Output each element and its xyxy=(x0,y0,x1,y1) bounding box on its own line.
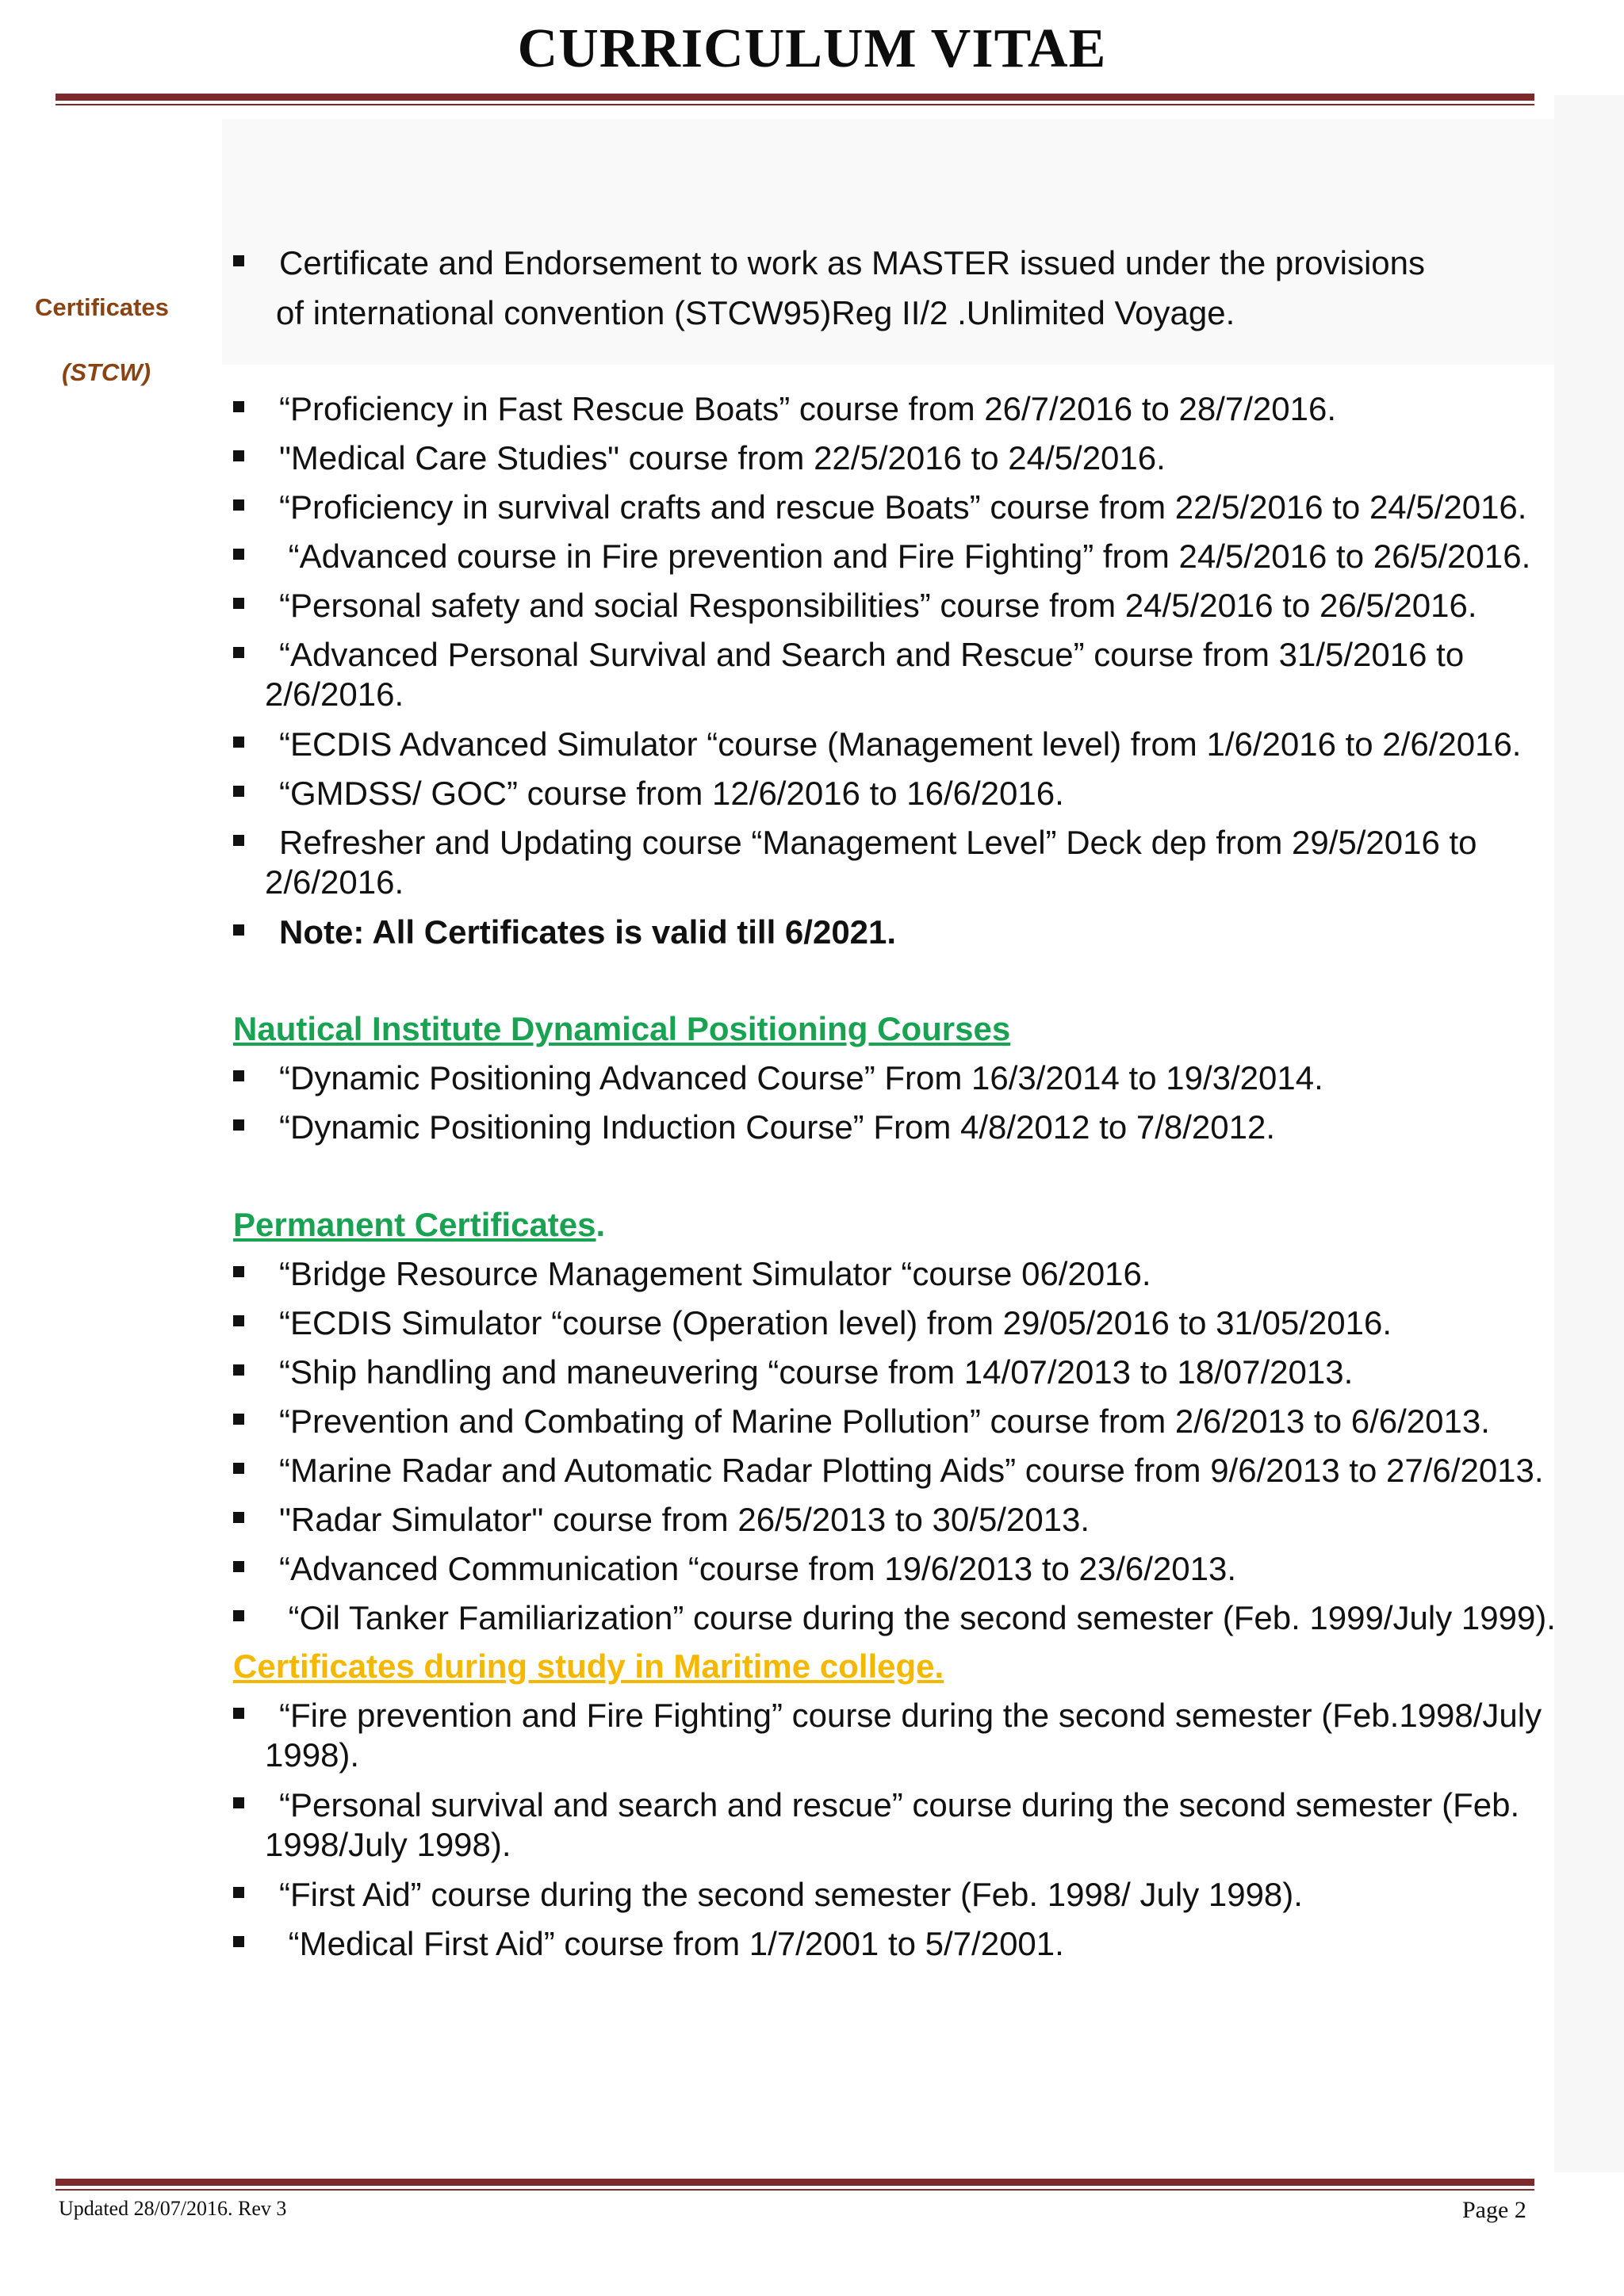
bullet-icon xyxy=(233,450,244,461)
heading-suffix: . xyxy=(596,1206,606,1243)
bullet-icon xyxy=(233,835,244,846)
bullet-icon xyxy=(233,1561,244,1572)
bullet-icon xyxy=(233,786,244,797)
bullet-icon xyxy=(233,647,244,658)
list-item-text: Certificate and Endorsement to work as MASTER issued under the provisions xyxy=(279,244,1426,281)
footer-page-number: Page 2 xyxy=(1462,2197,1526,2223)
bullet-icon xyxy=(233,1315,244,1326)
list-item-text: “Proficiency in survival crafts and rescue Boats” course from 22/5/2016 to 24/5/2016. xyxy=(279,488,1527,526)
section-heading-permanent xyxy=(233,1204,605,1245)
section-heading-college: Certificates during study in Maritime college. xyxy=(233,1647,944,1685)
list-item-text: “Personal safety and social Responsibilities” course from 24/5/2016 to 26/5/2016. xyxy=(279,587,1477,624)
list-item-text: “Personal survival and search and rescue” course during the second semester (Feb. xyxy=(279,1786,1520,1823)
list-item-text: “ECDIS Simulator “course (Operation level) from 29/05/2016 to 31/05/2016. xyxy=(279,1304,1392,1341)
list-item-text: "Medical Care Studies" course from 22/5/2016 to 24/5/2016. xyxy=(279,439,1166,476)
bullet-icon xyxy=(233,1887,244,1898)
list-item-continuation: 2/6/2016. xyxy=(265,863,404,901)
list-item-text: “Advanced Communication “course from 19/6/2013 to 23/6/2013. xyxy=(279,1550,1237,1587)
note-text: Note: All Certificates is valid till 6/2021. xyxy=(279,913,897,951)
section-label: Certificates xyxy=(35,293,169,321)
bullet-icon xyxy=(233,1070,244,1081)
list-item-continuation: 1998). xyxy=(265,1736,360,1774)
list-item-continuation: 1998/July 1998). xyxy=(265,1826,511,1863)
footer-rule xyxy=(56,2179,1534,2191)
list-item-text: “Dynamic Positioning Advanced Course” From 16/3/2014 to 19/3/2014. xyxy=(279,1059,1323,1096)
bullet-icon xyxy=(233,1414,244,1425)
bullet-icon xyxy=(233,549,244,560)
section-heading-nautical: Nautical Institute Dynamical Positioning Courses xyxy=(233,1010,1011,1047)
list-item-text: “Ship handling and maneuvering “course from 14/07/2013 to 18/07/2013. xyxy=(279,1353,1354,1391)
bullet-icon xyxy=(233,1936,244,1947)
header-rule xyxy=(56,94,1534,105)
page-title: CURRICULUM VITAE xyxy=(517,18,1107,79)
bullet-icon xyxy=(233,598,244,609)
list-item-text: “ECDIS Advanced Simulator “course (Management level) from 1/6/2016 to 2/6/2016. xyxy=(279,725,1522,763)
bullet-icon xyxy=(233,1512,244,1523)
bullet-icon xyxy=(233,737,244,748)
footer-updated: Updated 28/07/2016. Rev 3 xyxy=(59,2197,287,2220)
list-item-text: “Prevention and Combating of Marine Pollution” course from 2/6/2013 to 6/6/2013. xyxy=(279,1402,1490,1440)
list-item-text: “Fire prevention and Fire Fighting” course during the second semester (Feb.1998/July xyxy=(279,1697,1542,1734)
bullet-icon xyxy=(233,255,244,266)
list-item-text: "Radar Simulator" course from 26/5/2013 to 30/5/2013. xyxy=(279,1501,1090,1538)
bullet-icon xyxy=(233,1463,244,1474)
bullet-icon xyxy=(233,1610,244,1621)
heading-text: Permanent Certificates xyxy=(233,1206,596,1243)
list-item-text: “Medical First Aid” course from 1/7/2001 to 5/7/2001. xyxy=(279,1925,1064,1962)
list-item-continuation: 2/6/2016. xyxy=(265,675,404,713)
bullet-icon xyxy=(233,1797,244,1808)
list-item-text: Refresher and Updating course “Management Level” Deck dep from 29/5/2016 to xyxy=(279,824,1477,861)
list-item-text: “Proficiency in Fast Rescue Boats” course from 26/7/2016 to 28/7/2016. xyxy=(279,390,1337,427)
bullet-icon xyxy=(233,401,244,412)
list-item-text: “Marine Radar and Automatic Radar Plotting Aids” course from 9/6/2013 to 27/6/2013. xyxy=(279,1452,1544,1489)
page-margin-shade xyxy=(1554,95,1624,2172)
bullet-icon xyxy=(233,1364,244,1376)
list-item-text: “Bridge Resource Management Simulator “course 06/2016. xyxy=(279,1255,1151,1292)
list-item-text: “Advanced Personal Survival and Search and Rescue” course from 31/5/2016 to xyxy=(279,636,1465,673)
list-item-text: “Oil Tanker Familiarization” course during the second semester (Feb. 1999/July 1999). xyxy=(279,1599,1556,1636)
bullet-icon xyxy=(233,1708,244,1719)
bullet-icon xyxy=(233,1119,244,1131)
list-item-text: “First Aid” course during the second semester (Feb. 1998/ July 1998). xyxy=(279,1876,1303,1913)
section-sublabel: (STCW) xyxy=(62,358,151,386)
bullet-icon xyxy=(233,1266,244,1277)
bullet-icon xyxy=(233,499,244,511)
list-item-text: “Advanced course in Fire prevention and Fire Fighting” from 24/5/2016 to 26/5/2016. xyxy=(279,538,1531,575)
bullet-icon xyxy=(233,924,244,936)
list-item-continuation: of international convention (STCW95)Reg II/2 .Unlimited Voyage. xyxy=(276,294,1235,331)
list-item-text: “Dynamic Positioning Induction Course” From 4/8/2012 to 7/8/2012. xyxy=(279,1108,1276,1146)
list-item-text: “GMDSS/ GOC” course from 12/6/2016 to 16/6/2016. xyxy=(279,775,1064,812)
